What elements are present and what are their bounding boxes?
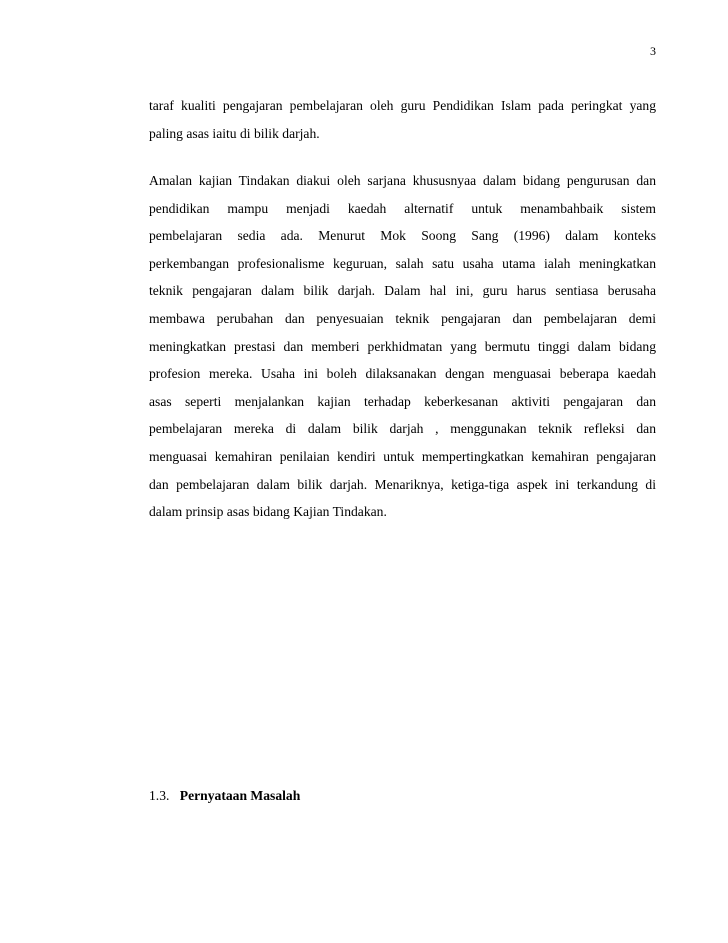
paragraph-line: dan pembelajaran dalam bilik darjah. Menariknya, ketiga-tiga aspek ini terkandung di: [149, 476, 656, 492]
paragraph-line: pendidikan mampu menjadi kaedah alternatif untuk menambahbaik sistem: [149, 200, 656, 216]
paragraph-line: paling asas iaitu di bilik darjah.: [149, 125, 320, 141]
body-paragraph-1: [149, 92, 656, 147]
paragraph-line: Amalan kajian Tindakan diakui oleh sarjana khususnyaa dalam bidang pengurusan dan: [149, 173, 656, 188]
paragraph-line: taraf kualiti pengajaran pembelajaran oleh guru Pendidikan Islam pada peringkat yang: [149, 98, 656, 113]
paragraph-line: pembelajaran mereka di dalam bilik darjah , menggunakan teknik refleksi dan: [149, 421, 656, 437]
paragraph-line: teknik pengajaran dalam bilik darjah. Dalam hal ini, guru harus sentiasa berusaha: [149, 283, 656, 299]
body-paragraph-2: [149, 167, 656, 526]
paragraph-line: pembelajaran sedia ada. Menurut Mok Soong Sang (1996) dalam konteks: [149, 228, 656, 244]
section-heading: [149, 786, 300, 806]
page-number: 3: [650, 44, 656, 58]
paragraph-line: asas seperti menjalankan kajian terhadap keberkesanan aktiviti pengajaran dan: [149, 393, 656, 409]
paragraph-line: membawa perubahan dan penyesuaian teknik pengajaran dan pembelajaran demi: [149, 310, 656, 326]
paragraph-line: perkembangan profesionalisme keguruan, salah satu usaha utama ialah meningkatkan: [149, 255, 656, 271]
section-number: 1.3.: [149, 788, 170, 803]
paragraph-line: menguasai kemahiran penilaian kendiri untuk mempertingkatkan kemahiran pengajaran: [149, 448, 656, 464]
paragraph-line: profesion mereka. Usaha ini boleh dilaksanakan dengan menguasai beberapa kaedah: [149, 366, 656, 382]
paragraph-line: meningkatkan prestasi dan memberi perkhidmatan yang bermutu tinggi dalam bidang: [149, 338, 656, 354]
section-title: Pernyataan Masalah: [179, 788, 301, 803]
paragraph-line: dalam prinsip asas bidang Kajian Tindakan.: [149, 504, 387, 520]
